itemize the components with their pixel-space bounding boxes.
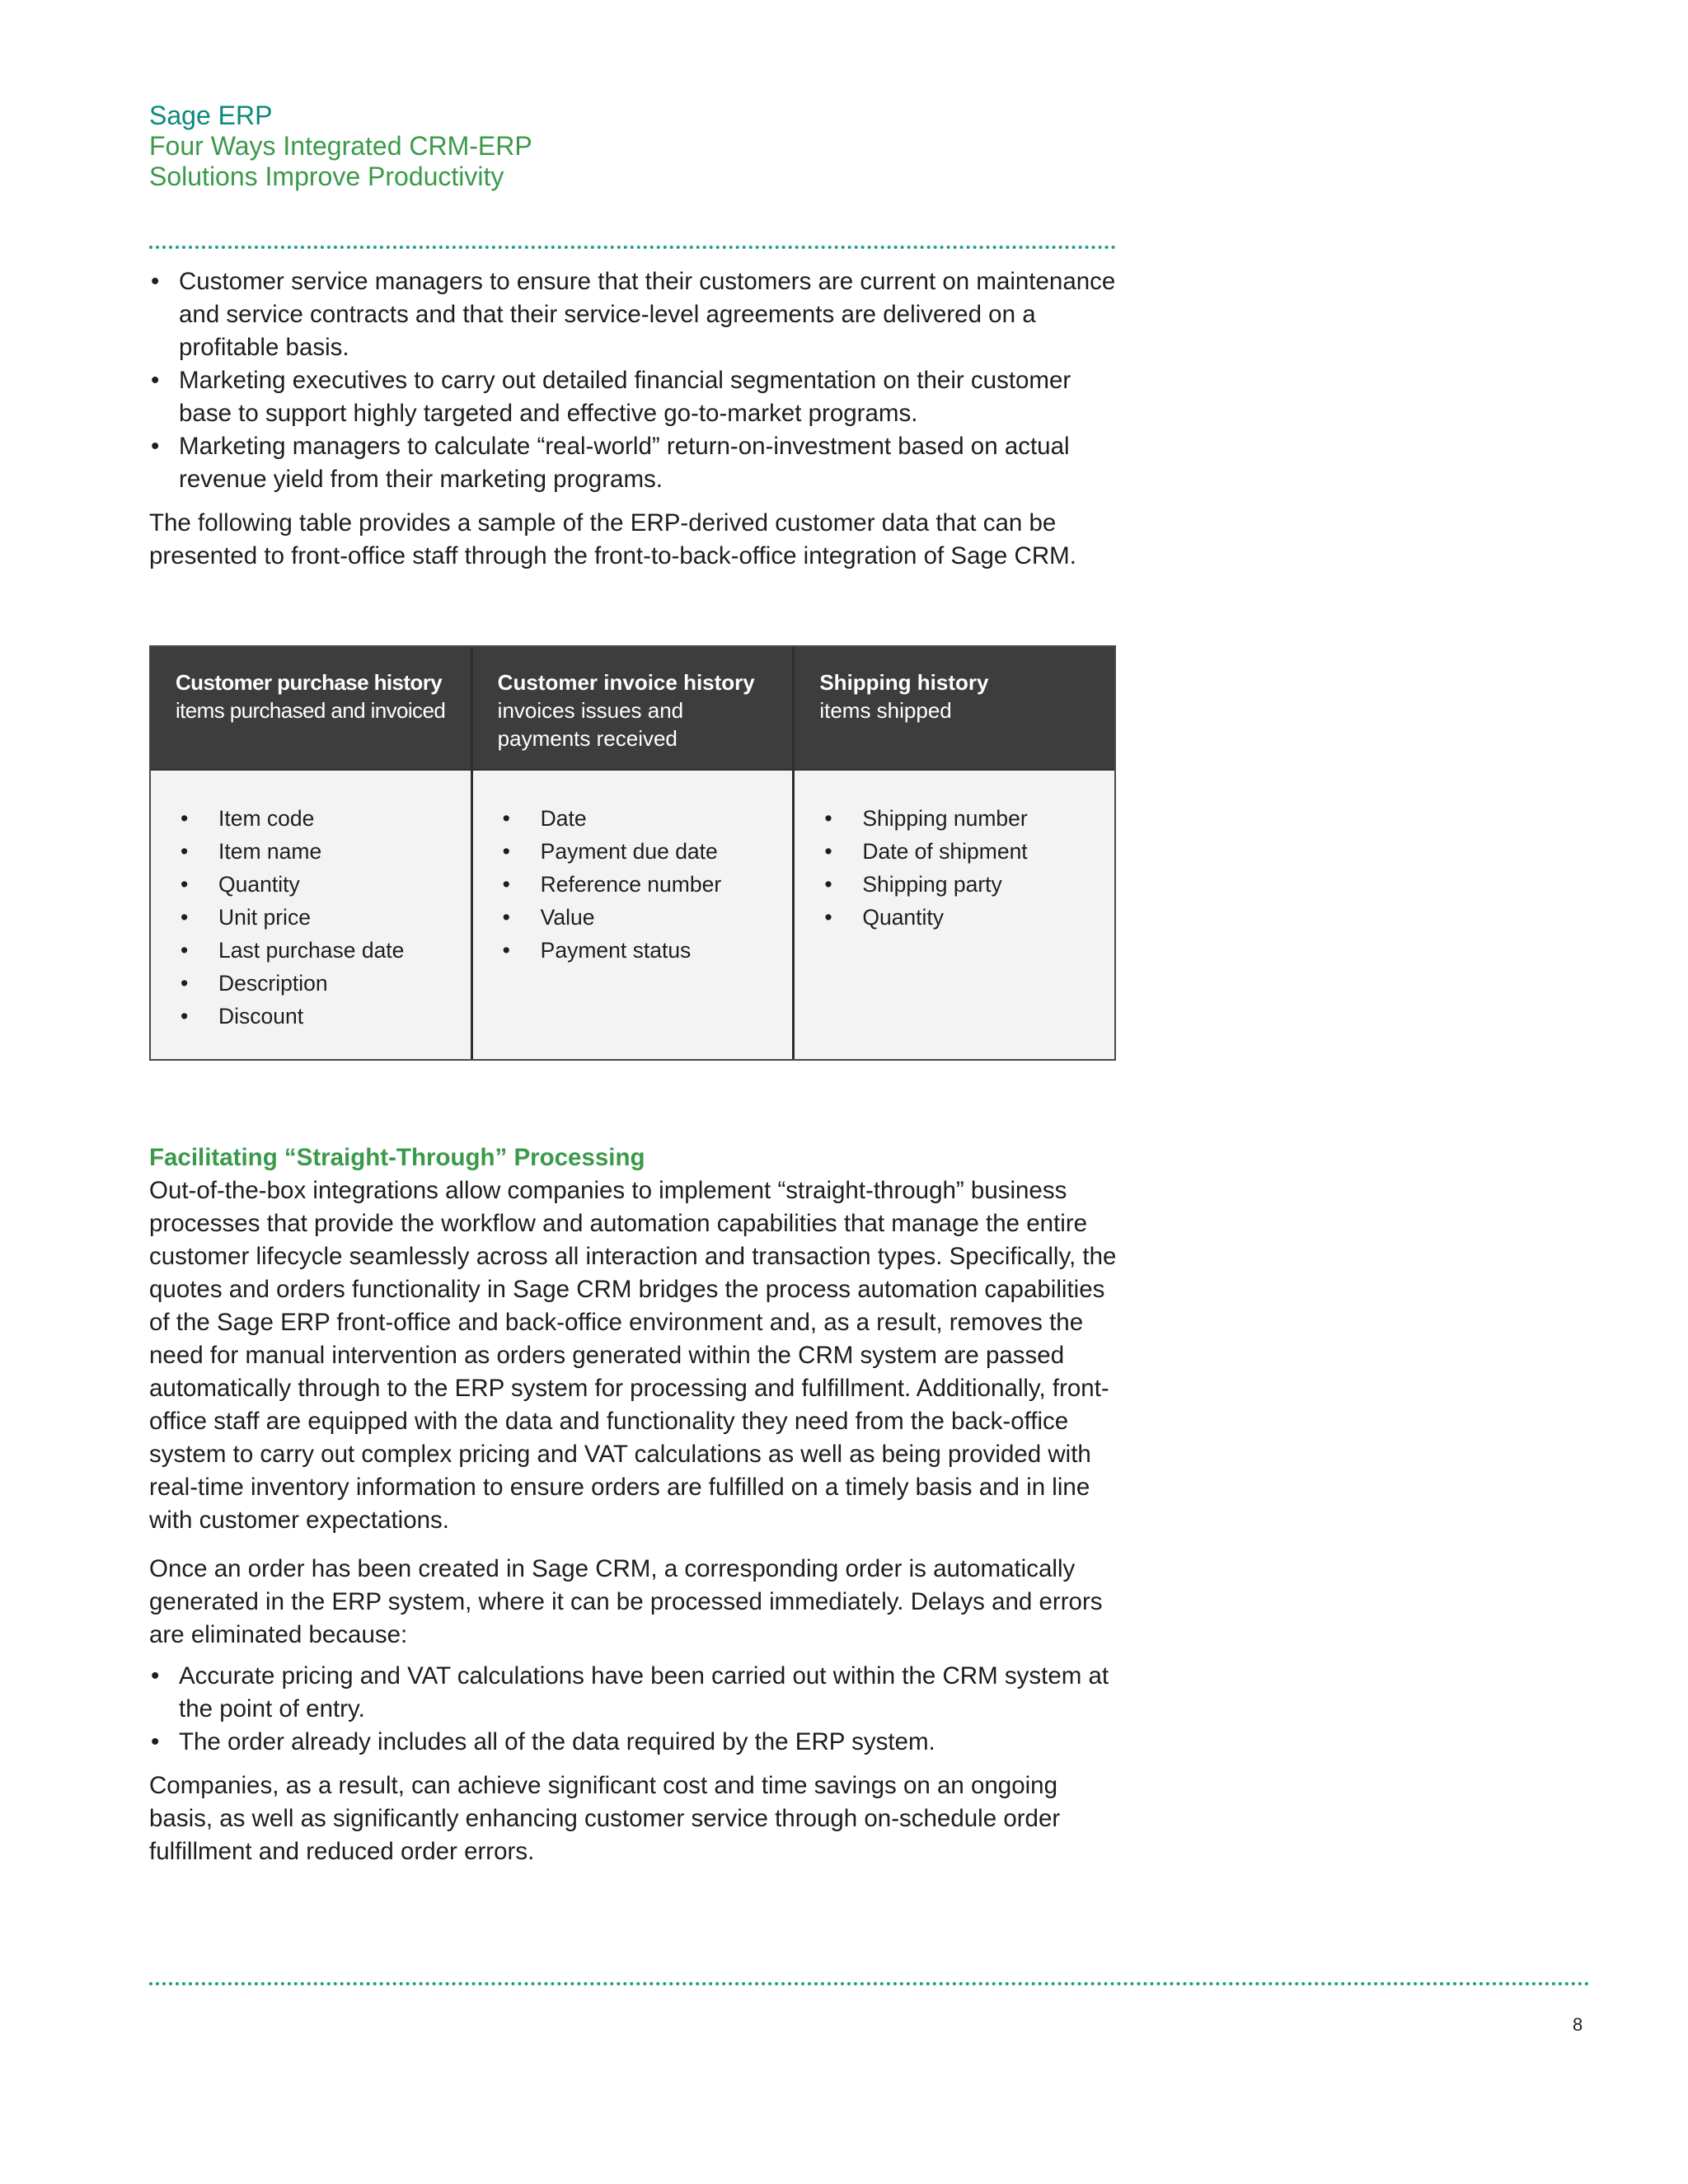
intro-bullet-list bbox=[149, 265, 1118, 496]
table-intro-paragraph: The following table provides a sample of the ERP-derived customer data that can be presented to front-office staff through the front-to-back-office integration of Sage CRM. bbox=[149, 509, 1076, 569]
column-item-list bbox=[503, 802, 793, 967]
list-item: • Reference number bbox=[503, 868, 793, 901]
page-number: 8 bbox=[1573, 2014, 1583, 2035]
list-item: • Discount bbox=[181, 1000, 471, 1033]
list-item: • Customer service managers to ensure that their customers are current on maintenance and service contracts and that their service-level agreements are delivered on a profitable basis. bbox=[149, 265, 1118, 364]
list-item: • Quantity bbox=[824, 901, 1114, 934]
table-column-invoice-history bbox=[471, 647, 793, 1059]
table-column-shipping-history bbox=[792, 647, 1114, 1059]
table-column-body bbox=[473, 771, 793, 967]
section-paragraph: Companies, as a result, can achieve significant cost and time savings on an ongoing basis, as well as significantly enhancing customer service through on-schedule order fulfillment and reduced order errors. bbox=[149, 1772, 1061, 1865]
brand-name: Sage ERP bbox=[149, 101, 273, 130]
table-column-body bbox=[795, 771, 1114, 934]
document-title-line-1: Four Ways Integrated CRM-ERP bbox=[149, 131, 532, 161]
list-item: • Item name bbox=[181, 835, 471, 868]
list-item: • Unit price bbox=[181, 901, 471, 934]
list-item: • Payment due date bbox=[503, 835, 793, 868]
column-title: Customer invoice history bbox=[497, 670, 755, 695]
list-item: • The order already includes all of the data required by the ERP system. bbox=[149, 1726, 1118, 1759]
list-item: • Marketing executives to carry out detailed financial segmentation on their customer base to support highly targeted and effective go-to-market programs. bbox=[149, 364, 1118, 430]
list-item: • Date bbox=[503, 802, 793, 835]
list-item: • Value bbox=[503, 901, 793, 934]
column-subtitle: invoices issues and payments received bbox=[497, 698, 684, 751]
list-item: • Shipping party bbox=[824, 868, 1114, 901]
straight-through-section bbox=[149, 1141, 1118, 1868]
list-item: • Marketing managers to calculate “real-world” return-on-investment based on actual revenue yield from their marketing programs. bbox=[149, 430, 1118, 496]
table-column-header bbox=[473, 647, 793, 771]
list-item: • Accurate pricing and VAT calculations have been carried out within the CRM system at the point of entry. bbox=[149, 1660, 1118, 1726]
list-item: • Date of shipment bbox=[824, 835, 1114, 868]
list-item: • Description bbox=[181, 967, 471, 1000]
column-subtitle: items shipped bbox=[819, 698, 952, 723]
list-item: • Item code bbox=[181, 802, 471, 835]
table-column-purchase-history bbox=[151, 647, 471, 1059]
top-dotted-divider bbox=[149, 246, 1116, 249]
customer-data-table bbox=[149, 645, 1116, 1061]
section-bullet-list bbox=[149, 1660, 1118, 1759]
section-paragraph: Out-of-the-box integrations allow companies to implement “straight-through” business processes that provide the workflow and automation capabilities that manage the entire customer lifecycle seamlessly across all interaction and transaction types. Specifically, the quotes and orders functionality in Sage CRM bridges the process automation capabilities of the Sage ERP front-office and back-office environment and, as a result, removes the need for manual intervention as orders generated within the CRM system are passed automatically through to the ERP system for processing and fulfillment. Additionally, front-office staff are equipped with the data and functionality they need from the back-office system to carry out complex pricing and VAT calculations as well as being provided with real-time inventory information to ensure orders are fulfilled on a timely basis and in line with customer expectations. bbox=[149, 1177, 1117, 1534]
intro-block bbox=[149, 265, 1118, 573]
list-item: • Payment status bbox=[503, 934, 793, 967]
column-subtitle: items purchased and invoiced bbox=[176, 698, 446, 723]
bottom-dotted-divider bbox=[149, 1982, 1590, 1985]
list-item: • Quantity bbox=[181, 868, 471, 901]
section-heading: Facilitating “Straight-Through” Processing bbox=[149, 1144, 645, 1171]
column-item-list bbox=[181, 802, 471, 1033]
table-column-header bbox=[151, 647, 471, 771]
table-column-header bbox=[795, 647, 1114, 771]
document-header bbox=[149, 101, 532, 192]
list-item: • Last purchase date bbox=[181, 934, 471, 967]
column-title: Customer purchase history bbox=[176, 670, 443, 695]
section-paragraph: Once an order has been created in Sage CRM, a corresponding order is automatically generated in the ERP system, where it can be processed immediately. Delays and errors are eliminated because: bbox=[149, 1555, 1103, 1648]
column-title: Shipping history bbox=[819, 670, 989, 695]
table-column-body bbox=[151, 771, 471, 1033]
column-item-list bbox=[824, 802, 1114, 934]
list-item: • Shipping number bbox=[824, 802, 1114, 835]
document-title-line-2: Solutions Improve Productivity bbox=[149, 162, 504, 191]
